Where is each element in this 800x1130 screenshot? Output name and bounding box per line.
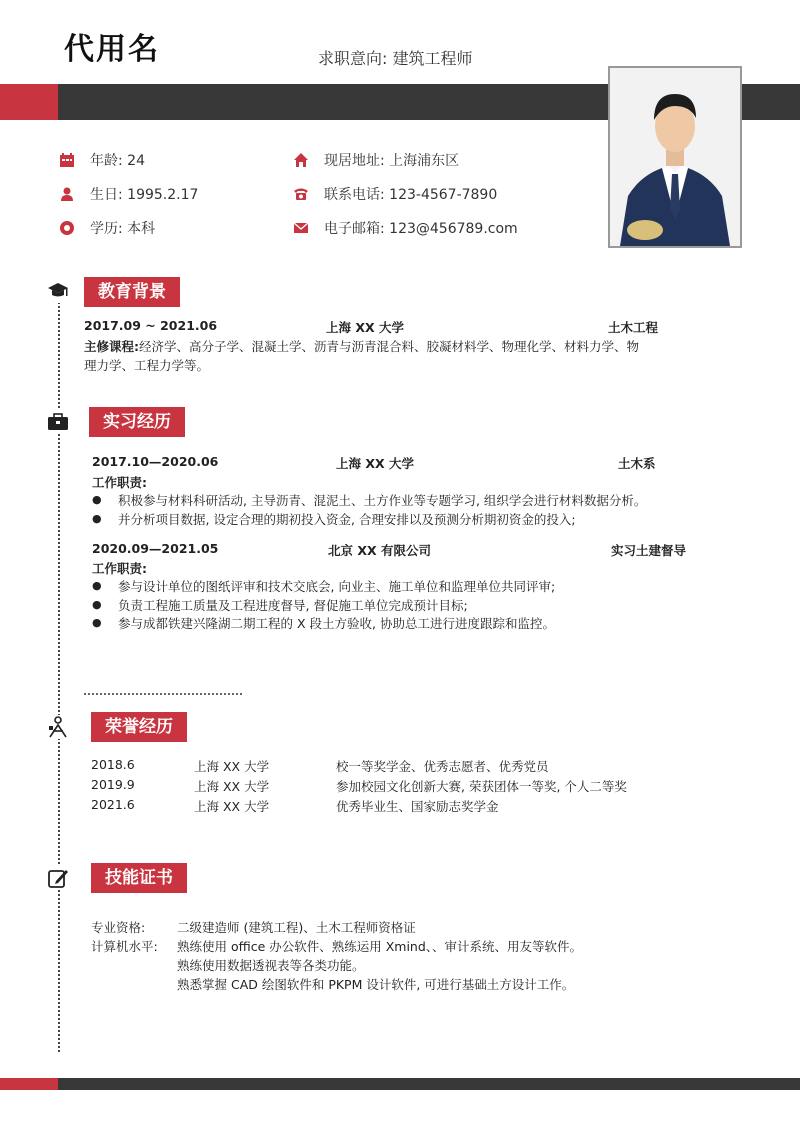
job2-org: 北京 XX 有限公司 — [328, 543, 431, 558]
phone-text: 联系电话: 123-4567-7890 — [324, 187, 498, 203]
info-birth — [58, 184, 198, 204]
person-icon — [58, 185, 76, 203]
job2-bullet-3: 参与成都铁建兴隆湖二期工程的 X 段土方验收, 协助总工进行进度跟踪和监控。 — [118, 616, 555, 631]
home-icon — [292, 151, 310, 169]
birth-text: 生日: 1995.2.17 — [90, 187, 199, 203]
job1-role: 土木系 — [618, 456, 656, 471]
phone-icon — [292, 185, 310, 203]
edu-period: 2017.09 ~ 2021.06 — [84, 318, 218, 333]
job-intent: 求职意向: 建筑工程师 — [318, 49, 473, 68]
profile-photo — [608, 66, 742, 248]
edu-major: 土木工程 — [608, 320, 659, 335]
section-title-skills: 技能证书 — [91, 863, 187, 893]
info-phone — [292, 184, 497, 204]
edu-courses — [84, 337, 639, 355]
calendar-icon — [58, 151, 76, 169]
job2-bullet-1: 参与设计单位的图纸评审和技术交底会, 向业主、施工单位和监理单位共同评审; — [118, 579, 556, 594]
qual-value: 二级建造师 (建筑工程)、土木工程师资格证 — [177, 920, 416, 935]
address-text: 现居地址: 上海浦东区 — [324, 153, 460, 169]
header-accent-bar — [0, 84, 58, 120]
edit-icon — [46, 866, 70, 890]
info-address — [292, 150, 459, 170]
section-title-honors: 荣誉经历 — [91, 712, 187, 742]
computer-line-2: 熟练使用数据透视表等各类功能。 — [177, 958, 365, 973]
computer-line-3: 熟悉掌握 CAD 绘图软件和 PKPM 设计软件, 可进行基础土方设计工作。 — [177, 977, 575, 992]
mail-icon — [292, 219, 310, 237]
honor-year-1: 2018.6 — [91, 757, 135, 772]
resume-name: 代用名 — [64, 32, 160, 67]
computer-label: 计算机水平: — [91, 939, 158, 954]
info-age — [58, 150, 145, 170]
honor-org-1: 上海 XX 大学 — [194, 759, 270, 774]
job2-role: 实习土建督导 — [611, 543, 687, 558]
footer-dark-bar — [58, 1078, 800, 1090]
honor-org-2: 上海 XX 大学 — [194, 779, 270, 794]
job1-bullet-1: 积极参与材料科研活动, 主导沥青、混泥土、土方作业等专题学习, 组织学会进行材料数据分析。 — [118, 493, 647, 508]
edu-school: 上海 XX 大学 — [326, 320, 404, 335]
list-item: ● 参与成都铁建兴隆湖二期工程的 X 段土方验收, 协助总工进行进度跟踪和监控。 — [92, 616, 555, 631]
list-item: ● 并分析项目数据, 设定合理的期初投入资金, 合理安排以及预测分析期初资金的投入; — [92, 512, 576, 527]
honor-year-3: 2021.6 — [91, 797, 135, 812]
honor-year-2: 2019.9 — [91, 777, 135, 792]
courses-label: 主修课程: — [84, 339, 139, 354]
list-item: ● 负责工程施工质量及工程进度督导, 督促施工单位完成预计目标; — [92, 598, 468, 613]
badge-icon — [58, 219, 76, 237]
footer-accent-bar — [0, 1078, 58, 1090]
honor-desc-1: 校一等奖学金、优秀志愿者、优秀党员 — [336, 759, 549, 774]
list-item: ● 参与设计单位的图纸评审和技术交底会, 向业主、施工单位和监理单位共同评审; — [92, 579, 556, 594]
info-edu — [58, 218, 155, 238]
section-title-education: 教育背景 — [84, 277, 180, 307]
courses-line2: 理力学、工程力学等。 — [84, 358, 210, 373]
job1-duty-label: 工作职责: — [92, 475, 147, 490]
info-email — [292, 218, 518, 238]
timeline-line — [58, 282, 60, 1052]
job1-org: 上海 XX 大学 — [336, 456, 414, 471]
section-title-internship: 实习经历 — [89, 407, 185, 437]
award-person-icon — [46, 715, 70, 739]
honor-org-3: 上海 XX 大学 — [194, 799, 270, 814]
courses-line1: 经济学、高分子学、混凝土学、沥青与沥青混合料、胶凝材料学、物理化学、材料力学、物 — [139, 339, 640, 354]
email-text: 电子邮箱: 123@456789.com — [324, 221, 518, 237]
job2-period: 2020.09—2021.05 — [92, 541, 219, 556]
list-item: ● 积极参与材料科研活动, 主导沥青、混泥土、土方作业等专题学习, 组织学会进行材料数据分析。 — [92, 493, 647, 508]
graduation-cap-icon — [46, 279, 70, 303]
briefcase-icon — [46, 410, 70, 434]
job2-duty-label: 工作职责: — [92, 561, 147, 576]
job1-period: 2017.10—2020.06 — [92, 454, 219, 469]
honor-desc-2: 参加校园文化创新大赛, 荣获团体一等奖, 个人二等奖 — [336, 779, 627, 794]
section-divider — [84, 693, 242, 695]
job2-bullet-2: 负责工程施工质量及工程进度督导, 督促施工单位完成预计目标; — [118, 598, 468, 613]
age-text: 年龄: 24 — [90, 153, 145, 169]
edu-text: 学历: 本科 — [90, 221, 156, 237]
person-portrait-icon — [610, 68, 740, 246]
job1-bullet-2: 并分析项目数据, 设定合理的期初投入资金, 合理安排以及预测分析期初资金的投入; — [118, 512, 576, 527]
honor-desc-3: 优秀毕业生、国家励志奖学金 — [336, 799, 499, 814]
qual-label: 专业资格: — [91, 920, 146, 935]
computer-line-1: 熟练使用 office 办公软件、熟练运用 Xmind、、审计系统、用友等软件。 — [177, 939, 583, 954]
